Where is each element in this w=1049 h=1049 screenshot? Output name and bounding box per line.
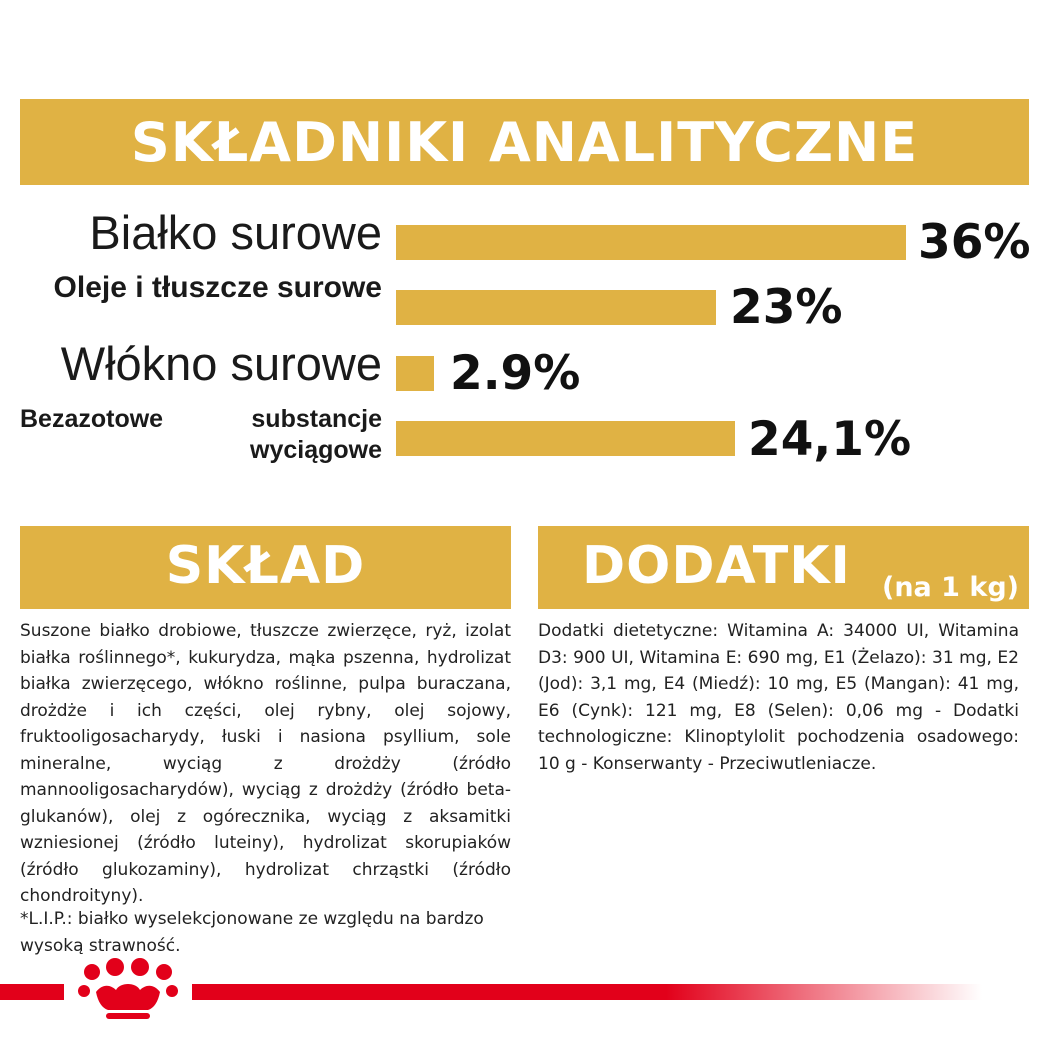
additives-subtitle: (na 1 kg) (882, 572, 1019, 603)
royal-canin-crown-icon (72, 958, 192, 1022)
metric-value-fibre: 2.9% (450, 346, 581, 401)
composition-banner (20, 526, 511, 609)
metric-value-protein: 36% (918, 215, 1031, 270)
additives-banner (538, 526, 1029, 609)
additives-text: Dodatki dietetyczne: Witamina A: 34000 UI, Witamina D3: 900 UI, Witamina E: 690 mg, E1 (Żelazo): 31 mg, E2 (Jod): 3,1 mg, E4 (Miedź): 10 mg, E5 (Mangan): 41 mg, E6 (Cynk): 121 mg, E8 (Selen): 0,06 mg - Dodatki technologiczne: Klinoptylolit pochodzenia osadowego: 10 g - Konserwanty - Przeciwutleniacze. (538, 621, 1019, 774)
brand-line (192, 984, 982, 1000)
metric-label-nfe-part3: wyciągowe (250, 436, 382, 464)
metric-label-nfe-part1: Bezazotowe (20, 405, 164, 433)
additives-title: DODATKI (582, 536, 851, 596)
metric-value-fat: 23% (730, 280, 843, 335)
metric-bar-fibre (396, 356, 434, 391)
metric-label-nfe-part2: substancje (251, 405, 382, 433)
analytical-constituents-banner (20, 99, 1029, 185)
metric-label-protein: Białko surowe (89, 206, 382, 259)
metric-label-fat: Oleje i tłuszcze surowe (53, 271, 382, 304)
analytical-constituents-title: SKŁADNIKI ANALITYCZNE (130, 111, 919, 174)
metric-label-nfe (20, 404, 382, 466)
composition-footnote: *L.I.P.: białko wyselekcjonowane ze względu na bardzo wysoką strawność. (20, 909, 484, 956)
metric-bar-fat (396, 290, 716, 325)
metric-value-nfe: 24,1% (748, 412, 912, 467)
composition-text: Suszone białko drobiowe, tłuszcze zwierzęce, ryż, izolat białka roślinnego*, kukurydza, mąka pszenna, hydrolizat białka zwierzęcego, włókno roślinne, pulpa buraczana, drożdże i ich części, olej rybny, olej sojowy, fruktooligosacharydy, łuski i nasiona psyllium, sole mineralne, wyciąg z drożdży (źródło mannooligosacharydów), wyciąg z drożdży (źródło beta-glukanów), olej z ogórecznika, wyciąg z aksamitki wzniesionej (źródło luteiny), hydrolizat skorupiaków (źródło glukozaminy), hydrolizat chrząstki (źródło chondroityny). (20, 621, 511, 906)
metric-bar-nfe (396, 421, 735, 456)
brand-line-left (0, 984, 64, 1000)
metric-bar-protein (396, 225, 906, 260)
metric-label-fibre: Włókno surowe (60, 337, 382, 390)
composition-title: SKŁAD (165, 536, 366, 596)
